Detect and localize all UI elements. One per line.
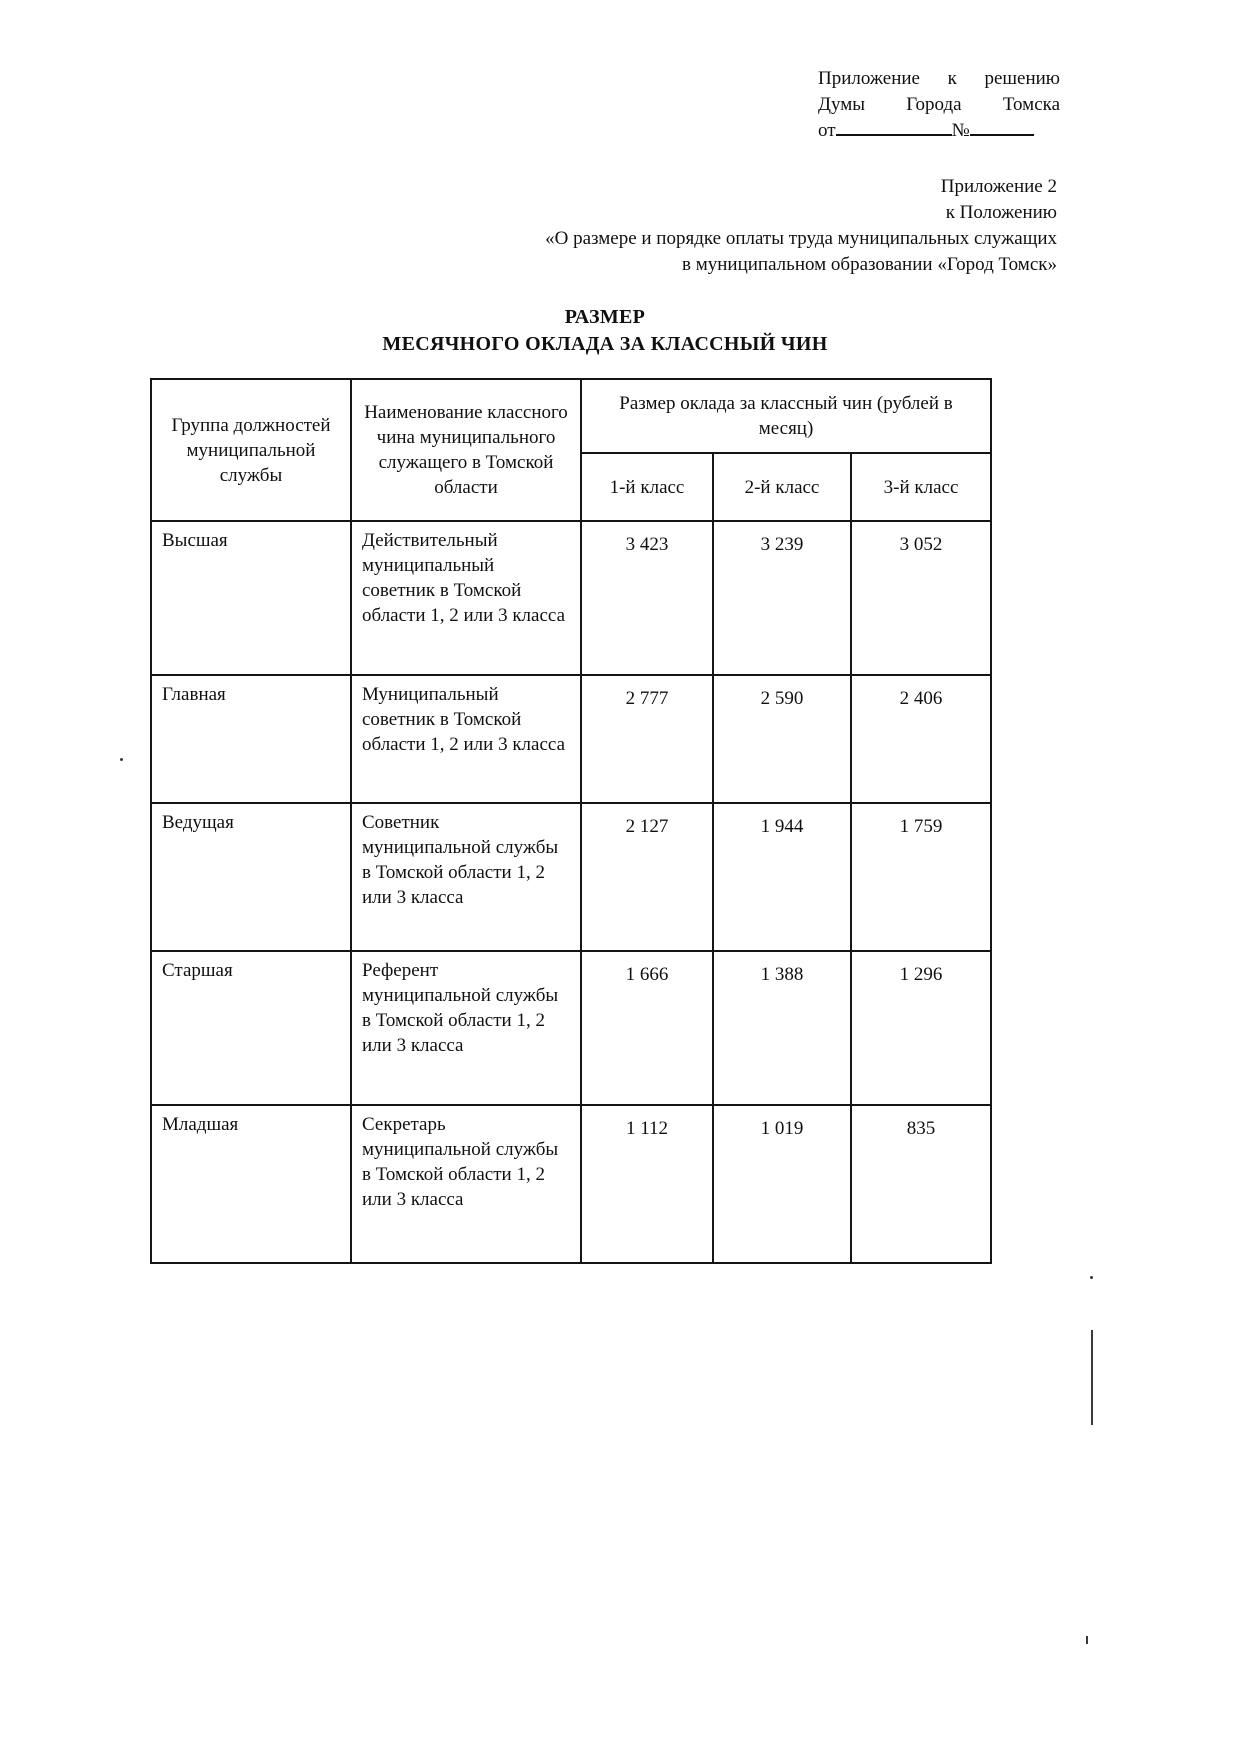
ref-line-2: Думы Города Томска <box>818 94 1060 115</box>
row-class3: 835 <box>851 1105 991 1263</box>
title-line-2: МЕСЯЧНОГО ОКЛАДА ЗА КЛАССНЫЙ ЧИН <box>382 333 828 355</box>
row-class1: 3 423 <box>581 521 713 675</box>
scan-artifact-dot <box>1090 1276 1093 1279</box>
header-group: Группа должностей муниципальной службы <box>151 379 351 521</box>
row-group: Главная <box>151 675 351 803</box>
row-class3: 3 052 <box>851 521 991 675</box>
row-class2: 1 944 <box>713 803 851 951</box>
row-class1: 2 127 <box>581 803 713 951</box>
table-row <box>151 521 991 675</box>
row-class1: 1 112 <box>581 1105 713 1263</box>
row-group: Ведущая <box>151 803 351 951</box>
row-class2: 3 239 <box>713 521 851 675</box>
table-row <box>151 951 991 1105</box>
date-blank-line <box>836 119 952 136</box>
row-group: Старшая <box>151 951 351 1105</box>
table-row <box>151 1105 991 1263</box>
appendix-line-2: к Положению <box>945 202 1057 223</box>
ref-number-label: № <box>951 120 970 141</box>
scan-artifact-tick <box>1086 1636 1088 1644</box>
decision-reference-block <box>818 66 1060 144</box>
row-group: Младшая <box>151 1105 351 1263</box>
appendix-line-3: «О размере и порядке оплаты труда муниципальных служащих <box>545 228 1057 249</box>
row-class2: 2 590 <box>713 675 851 803</box>
row-group: Высшая <box>151 521 351 675</box>
appendix-line-4: в муниципальном образовании «Город Томск» <box>682 254 1057 275</box>
header-class-2: 2-й класс <box>713 453 851 521</box>
scan-artifact-dot <box>120 758 123 761</box>
row-rank: Действительный муниципальный советник в Томской области 1, 2 или 3 класса <box>351 521 581 675</box>
row-rank: Секретарь муниципальной службы в Томской области 1, 2 или 3 класса <box>351 1105 581 1263</box>
row-class1: 2 777 <box>581 675 713 803</box>
header-salary-span: Размер оклада за классный чин (рублей в месяц) <box>581 379 991 453</box>
ref-from-label: от <box>818 120 836 141</box>
salary-table <box>150 378 992 1264</box>
appendix-block <box>297 174 1057 278</box>
header-class-1: 1-й класс <box>581 453 713 521</box>
scan-artifact-line <box>1091 1330 1093 1425</box>
row-class3: 1 759 <box>851 803 991 951</box>
row-class1: 1 666 <box>581 951 713 1105</box>
ref-line-1: Приложение к решению <box>818 68 1060 89</box>
table-row <box>151 803 991 951</box>
row-class2: 1 388 <box>713 951 851 1105</box>
ref-line-3 <box>818 118 1060 144</box>
document-title <box>150 304 1060 358</box>
number-blank-line <box>970 119 1034 136</box>
row-class2: 1 019 <box>713 1105 851 1263</box>
table-row <box>151 675 991 803</box>
row-rank: Муниципальный советник в Томской области 1, 2 или 3 класса <box>351 675 581 803</box>
header-class-3: 3-й класс <box>851 453 991 521</box>
header-rank: Наименование классного чина муниципального служащего в Томской области <box>351 379 581 521</box>
appendix-line-1: Приложение 2 <box>940 176 1057 197</box>
row-class3: 2 406 <box>851 675 991 803</box>
table-header-row-top <box>151 379 991 453</box>
row-rank: Референт муниципальной службы в Томской области 1, 2 или 3 класса <box>351 951 581 1105</box>
row-class3: 1 296 <box>851 951 991 1105</box>
row-rank: Советник муниципальной службы в Томской области 1, 2 или 3 класса <box>351 803 581 951</box>
title-line-1: РАЗМЕР <box>564 306 646 328</box>
